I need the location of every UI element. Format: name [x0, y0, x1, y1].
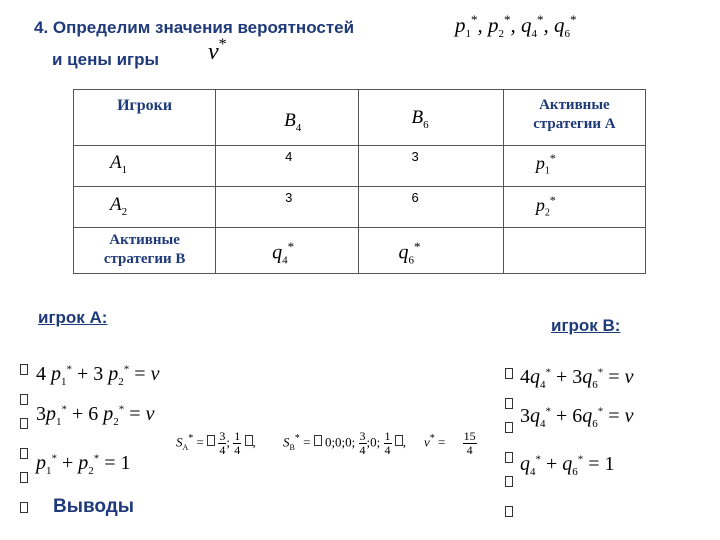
- cell-empty: [503, 228, 645, 274]
- system-a-eq2: $3p_1^* + 6$ $p_2^* = \nu$: [36, 403, 155, 428]
- left-brace: [20, 362, 28, 518]
- cell-a2-b6: 6: [358, 187, 503, 228]
- heading-nu: ν*: [208, 36, 227, 65]
- cell-a1-b4: 4: [216, 146, 358, 187]
- cell-q4: $q_4^*$: [216, 228, 358, 274]
- right-brace: [505, 366, 513, 522]
- cell-q6: $q_6^*$: [358, 228, 503, 274]
- row-a1-label: $A_1$: [74, 146, 216, 187]
- payoff-table: [73, 89, 646, 274]
- cell-p2: $p_2^*$: [503, 187, 645, 228]
- heading-line-2: и цены игры: [52, 50, 160, 69]
- result-sb: $S_B^*$ = 0;0;0; $\frac{3}{4}$ ;0; $\frac{1}{4}$ ,: [283, 429, 407, 457]
- heading-line-1: 4. Определим значения вероятностей: [34, 18, 355, 37]
- system-b-eq1: $4q_4^* + 3q_6^* = \nu$: [520, 366, 634, 391]
- cell-a1-b6: 3: [358, 146, 503, 187]
- conclusions-label: Выводы: [53, 496, 135, 517]
- player-a-label: игрок А:: [38, 308, 108, 327]
- system-a-eq3: $p_1^* + p_2^* = 1$: [36, 452, 131, 477]
- result-sa: $S_A^*$ = $\frac{3}{4}$ ; $\frac{1}{4}$ ,: [176, 429, 256, 457]
- header-active-a: Активные стратегии A: [503, 90, 645, 146]
- player-b-label: игрок В:: [551, 316, 621, 335]
- system-a-eq1: 4 $p_1^* + 3$ $p_2^* = \nu$: [36, 363, 160, 388]
- cell-a2-b4: 3: [216, 187, 358, 228]
- row-a2-label: $A_2$: [74, 187, 216, 228]
- header-players: Игроки: [74, 90, 216, 146]
- system-b-eq2: $3q_4^* + 6q_6^* = \nu$: [520, 405, 634, 430]
- system-b-eq3: $q_4^* + q_6^* = 1$: [520, 453, 615, 478]
- header-b4: $B_4$: [216, 90, 358, 146]
- heading-variables: $p_1^*$, $p_2^*$, $q_4^*$, $q_6^*$: [455, 12, 577, 41]
- header-b6: $B_6$: [358, 90, 503, 146]
- cell-p1: $p_1^*$: [503, 146, 645, 187]
- row-active-b-label: Активные стратегии B: [74, 228, 216, 274]
- result-nu: ν* = $\frac{15}{4}$: [424, 429, 476, 457]
